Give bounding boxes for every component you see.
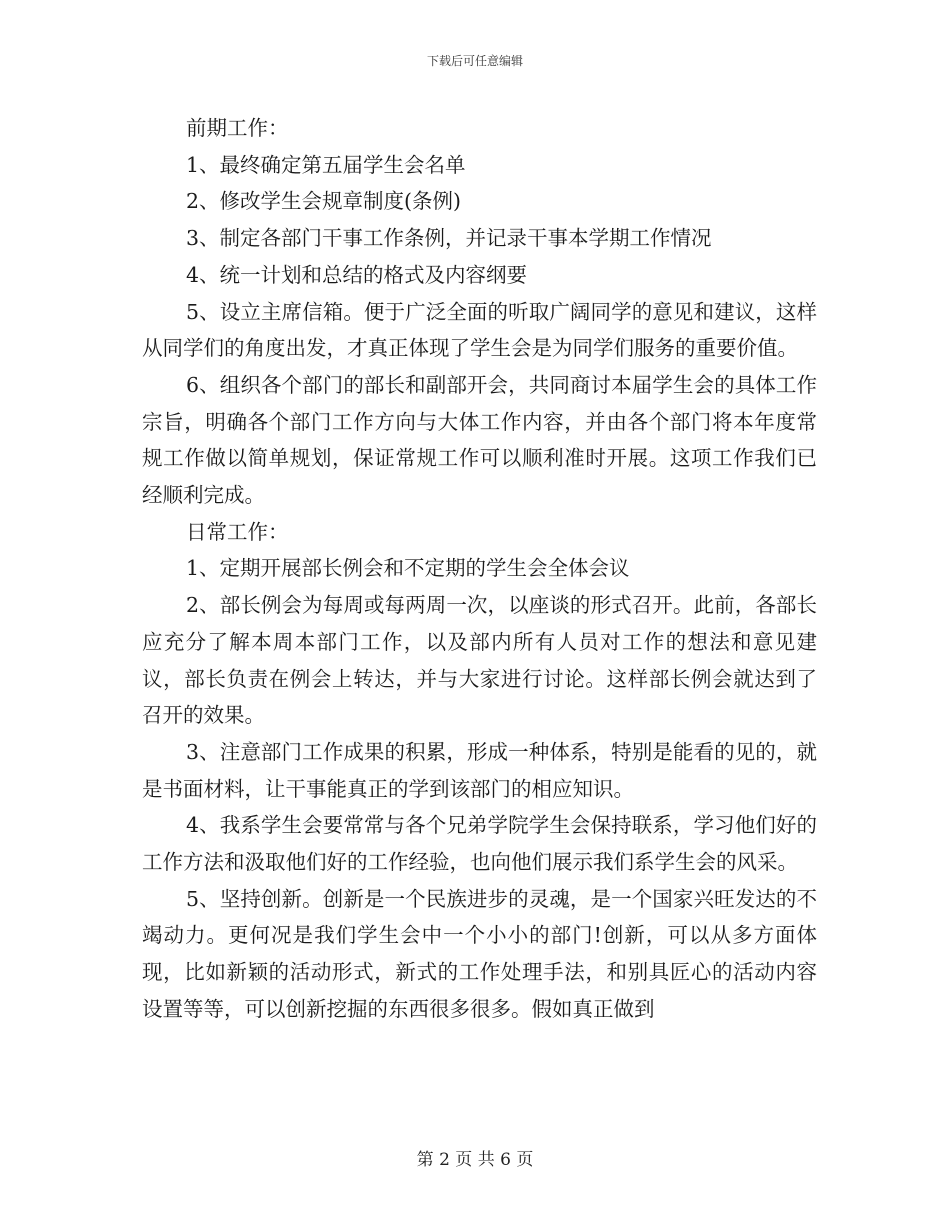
paragraph-item-1: 1、最终确定第五届学生会名单	[186, 152, 466, 177]
paragraph-item-2: 2、修改学生会规章制度(条例)	[186, 189, 462, 214]
paragraph-daily-4: 4、我系学生会要常常与各个兄弟学院学生会保持联系，学习他们好的工作方法和汲取他们好的工作经验，也向他们展示我们系学生会的风采。	[142, 813, 817, 875]
paragraph-daily-2: 2、部长例会为每周或每两周一次，以座谈的形式召开。此前，各部长应充分了解本周本部门工作，以及部内所有人员对工作的想法和意见建议，部长负责在例会上转达，并与大家进行讨论。这样部长例会就达到了召开的效果。	[142, 593, 817, 728]
page-footer: 第 2 页 共 6 页	[416, 1150, 534, 1170]
page-header: 下载后可任意编辑	[426, 54, 523, 68]
document-body	[142, 110, 817, 1028]
section-heading-daily-work: 日常工作：	[186, 519, 289, 544]
paragraph-daily-3: 3、注意部门工作成果的积累，形成一种体系，特别是能看的见的，就是书面材料，让干事能真正的学到该部门的相应知识。	[142, 739, 817, 801]
paragraph-daily-5: 5、坚持创新。创新是一个民族进步的灵魂，是一个国家兴旺发达的不竭动力。更何况是我们学生会中一个小小的部门!创新，可以从多方面体现，比如新颖的活动形式，新式的工作处理手法，和别具匠心的活动内容设置等等，可以创新挖掘的东西很多很多。假如真正做到	[142, 886, 817, 1021]
paragraph-daily-1: 1、定期开展部长例会和不定期的学生会全体会议	[186, 556, 630, 581]
paragraph-item-5: 5、设立主席信箱。便于广泛全面的听取广阔同学的意见和建议，这样从同学们的角度出发，才真正体现了学生会是为同学们服务的重要价值。	[142, 299, 817, 361]
section-heading-early-work: 前期工作：	[186, 116, 289, 140]
paragraph-item-4: 4、统一计划和总结的格式及内容纲要	[186, 262, 528, 287]
paragraph-item-3: 3、制定各部门干事工作条例，并记录干事本学期工作情况	[186, 226, 712, 251]
paragraph-item-6: 6、组织各个部门的部长和副部开会，共同商讨本届学生会的具体工作宗旨，明确各个部门工作方向与大体工作内容，并由各个部门将本年度常规工作做以简单规划，保证常规工作可以顺利准时开展。这项工作我们已经顺利完成。	[142, 372, 817, 508]
